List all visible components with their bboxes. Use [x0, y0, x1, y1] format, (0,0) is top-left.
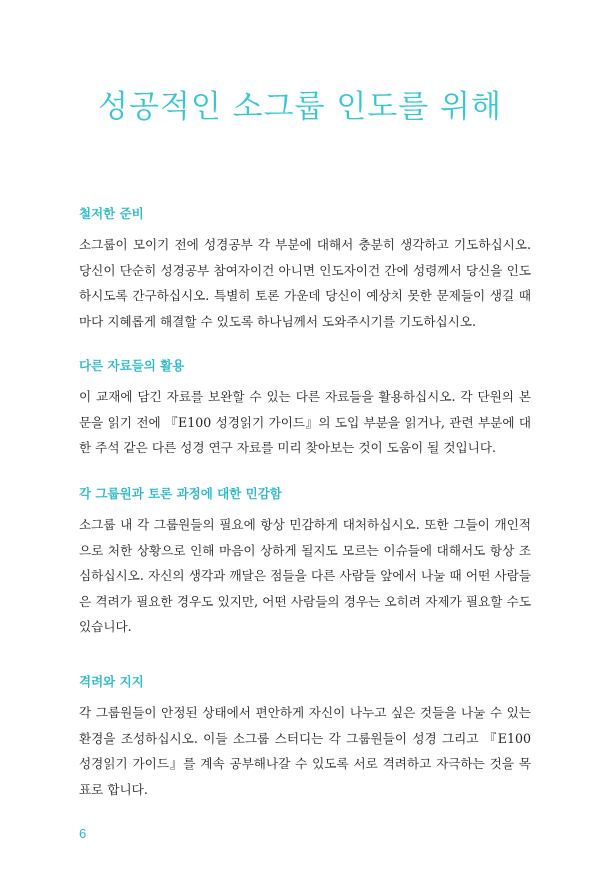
section-body: 각 그룹원들이 안정된 상태에서 편안하게 자신이 나누고 싶은 것들을 나눌 수 있는 환경을 조성하십시오. 이들 소그룹 스터디는 각 그룹원들이 성경 그리고 『E100 성경읽기 가이드』를 계속 공부해나갈 수 있도록 서로 격려하고 자극하는 것을 목표로 합니다. [79, 705, 531, 797]
section-body: 소그룹이 모이기 전에 성경공부 각 부분에 대해서 충분히 생각하고 기도하십시오. 당신이 단순히 성경공부 참여자이건 아니면 인도자이건 간에 성령께서 당신을 인도하시도록 간구하십시오. 특별히 토론 가운데 당신이 예상치 못한 문제들이 생길 때마다 지혜롭게 해결할 수 있도록 하나님께서 도와주시기를 기도하십시오. [79, 237, 531, 329]
section-sensitivity [79, 486, 531, 640]
section-body: 이 교재에 담긴 자료를 보완할 수 있는 다른 자료들을 활용하십시오. 각 단원의 본문을 읽기 전에 『E100 성경읽기 가이드』의 도입 부분을 읽거나, 관련 부분에 대한 주석 같은 다른 성경 연구 자료를 미리 찾아보는 것이 도움이 될 것입니다. [79, 389, 531, 455]
page-number: 6 [79, 826, 87, 841]
section-heading: 격려와 지지 [79, 674, 144, 689]
section-encouragement [79, 674, 531, 802]
section-heading: 각 그룹원과 토론 과정에 대한 민감함 [79, 486, 282, 501]
section-heading: 다른 자료들의 활용 [79, 358, 185, 373]
page-title: 성공적인 소그룹 인도를 위해 [98, 88, 502, 125]
section-heading: 철저한 준비 [79, 206, 144, 221]
section-resources [79, 358, 531, 461]
section-body: 소그룹 내 각 그룹원들의 필요에 항상 민감하게 대처하십시오. 또한 그들이 개인적으로 처한 상황으로 인해 마음이 상하게 될지도 모르는 이슈들에 대해서도 항상 조심하십시오. 자신의 생각과 깨달은 점들을 다른 사람들 앞에서 나눌 때 어떤 사람들은 격려가 필요한 경우도 있지만, 어떤 사람들의 경우는 오히려 자제가 필요할 수도 있습니다. [79, 517, 531, 634]
section-preparation [79, 206, 531, 334]
